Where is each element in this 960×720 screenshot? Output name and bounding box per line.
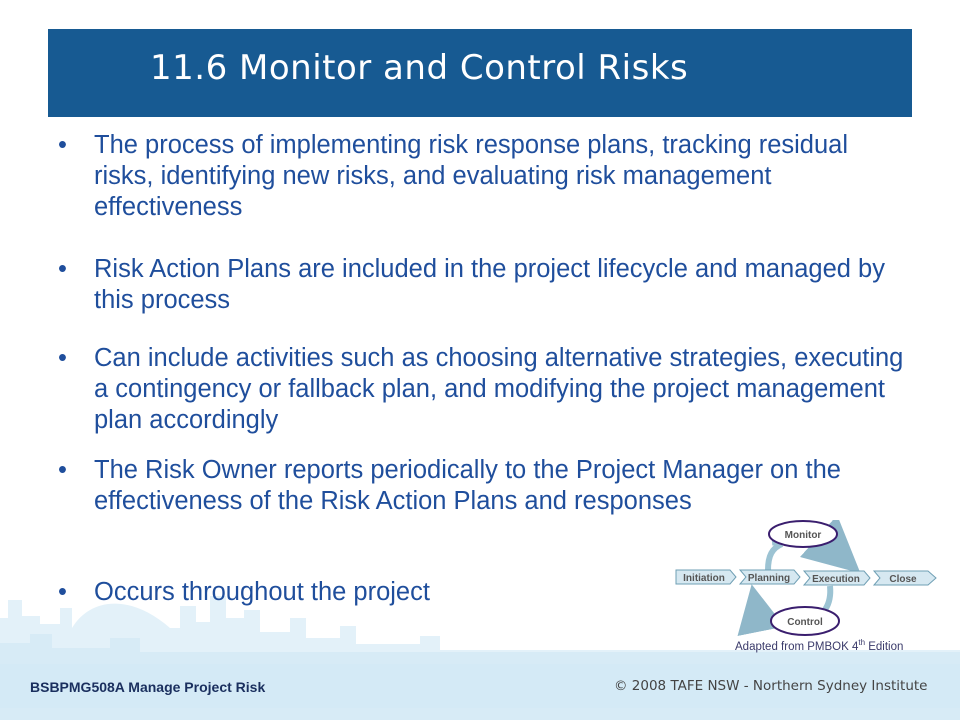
planning-to-monitor-arrow bbox=[768, 544, 782, 570]
bullet-text: Occurs throughout the project bbox=[94, 578, 430, 606]
bullet-item bbox=[58, 343, 918, 436]
bullet-item bbox=[58, 130, 918, 223]
bullet-text: Risk Action Plans are included in the project lifecycle and managed by this process bbox=[94, 255, 885, 314]
credit-prefix: Adapted from PMBOK 4 bbox=[735, 640, 859, 653]
slide-title: 11.6 Monitor and Control Risks bbox=[150, 48, 689, 88]
bullet-item bbox=[58, 455, 918, 517]
bullet-marker: • bbox=[58, 131, 67, 159]
bullet-marker: • bbox=[58, 456, 67, 484]
bullet-text: The Risk Owner reports periodically to the Project Manager on the effectiveness of the Risk Action Plans and responses bbox=[94, 456, 841, 515]
bullet-text: Can include activities such as choosing alternative strategies, executing a contingency or fallback plan, and modifying the project management plan accordingly bbox=[94, 344, 904, 434]
credit-suffix: Edition bbox=[865, 640, 904, 653]
bullet-item bbox=[58, 254, 918, 316]
phase-initiation-label: Initiation bbox=[683, 573, 725, 584]
bullet-marker: • bbox=[58, 344, 67, 372]
phase-planning-label: Planning bbox=[747, 573, 791, 584]
diagram-credit bbox=[735, 638, 945, 653]
credit-superscript: th bbox=[858, 638, 866, 647]
monitor-label: Monitor bbox=[784, 530, 822, 541]
control-label: Control bbox=[787, 617, 823, 628]
phase-close-label: Close bbox=[889, 574, 917, 585]
course-code: BSBPMG508A Manage Project Risk bbox=[30, 679, 266, 695]
bullet-marker: • bbox=[58, 255, 67, 283]
bullet-text: The process of implementing risk response plans, tracking residual risks, identifying new risks, and evaluating risk management effectiveness bbox=[94, 131, 849, 221]
phase-execution-label: Execution bbox=[812, 574, 860, 585]
bullet-marker: • bbox=[58, 578, 67, 606]
copyright-notice: © 2008 TAFE NSW - Northern Sydney Institute bbox=[614, 678, 928, 694]
